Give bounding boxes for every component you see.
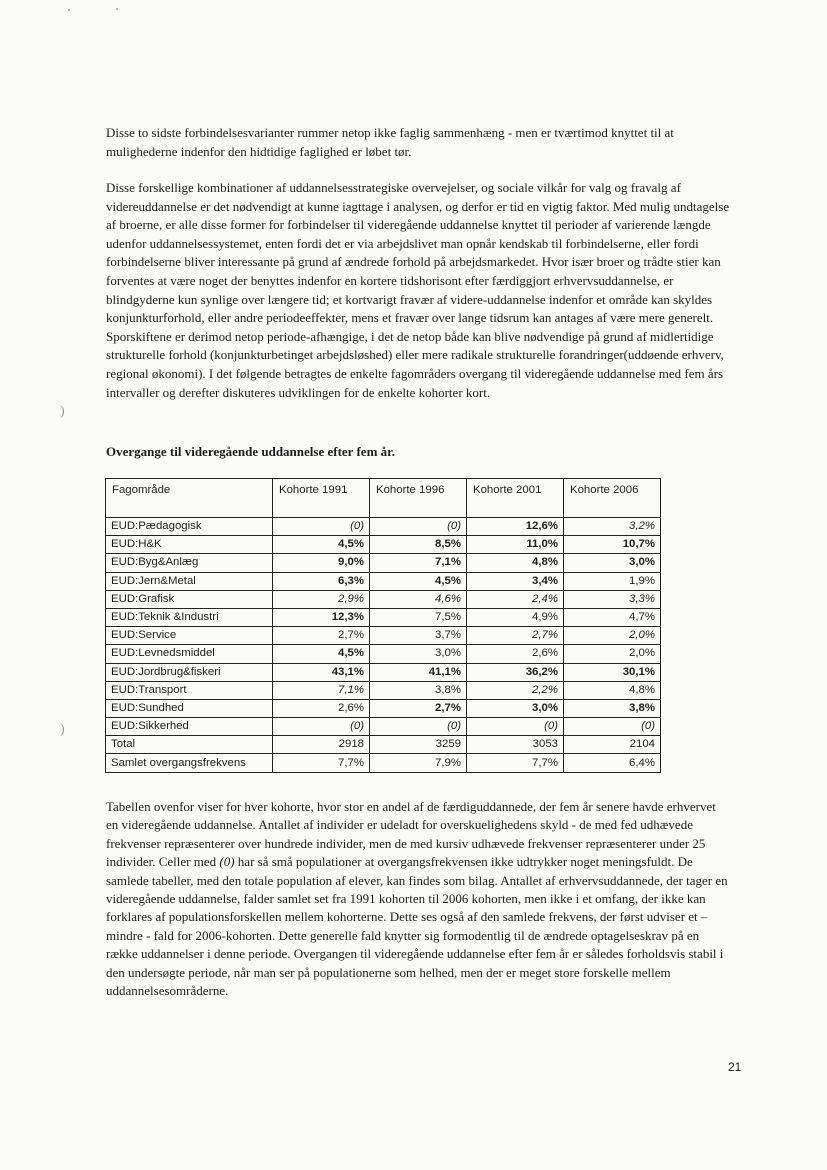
table-cell: 4,8%	[564, 681, 661, 699]
table-cell: (0)	[467, 718, 564, 736]
table-cell: 2,6%	[467, 645, 564, 663]
table-cell: 2,7%	[370, 699, 467, 717]
table-cell: 7,1%	[370, 554, 467, 572]
table-row	[106, 663, 661, 681]
table-cell: 7,7%	[467, 754, 564, 772]
table-cell: 3,0%	[564, 554, 661, 572]
table-cell: 1,9%	[564, 572, 661, 590]
table-row	[106, 518, 661, 536]
paragraph-text: har så små populationer at overgangsfrekvensen ikke udtrykker noget meningsfuldt. De samlede tabeller, med den totale population af elever, kan findes som bilag. Antallet af erhvervsuddannede, der tager en videregående uddannelse, falder samlet set fra 1991 kohorten til 2006 kohorten, men ikke i et omfang, der ikke kan forklares af populationsforskellen mellem kohorterne. Dette ses også af den samlede frekvens, der først udviser et – mindre - fald for 2006-kohorten. Dette generelle fald knytter sig formodentlig til de ændrede optagelseskrav på en række uddannelser i denne periode. Overgangen til videregående uddannelse efter fem år er således forholdsvis stabil i den undersøgte periode, når man ser på populationerne som helhed, men der er meget store forskelle mellem uddannelsesområderne.	[106, 854, 728, 999]
table-row	[106, 572, 661, 590]
table-cell: 4,5%	[273, 536, 370, 554]
table-cell: 7,5%	[370, 608, 467, 626]
table-row	[106, 608, 661, 626]
table-cell: 3,2%	[564, 518, 661, 536]
table-cell: (0)	[273, 518, 370, 536]
table-cell: 4,9%	[467, 608, 564, 626]
table-cell: 4,6%	[370, 590, 467, 608]
table-cell: 3,0%	[370, 645, 467, 663]
row-label: EUD:Service	[106, 627, 273, 645]
table-cell: 4,5%	[370, 572, 467, 590]
table-cell: 6,3%	[273, 572, 370, 590]
table-cell: 43,1%	[273, 663, 370, 681]
table-cell: 3,3%	[564, 590, 661, 608]
table-cell: 2,7%	[467, 627, 564, 645]
table-cell: (0)	[564, 718, 661, 736]
italic-zero-marker: (0)	[219, 854, 235, 870]
table-cell: 2,2%	[467, 681, 564, 699]
scan-speck	[68, 9, 70, 11]
row-label: EUD:Teknik &Industri	[106, 608, 273, 626]
margin-mark: )	[60, 404, 65, 419]
table-cell: 4,5%	[273, 645, 370, 663]
table-cell: 6,4%	[564, 754, 661, 772]
header-kohorte-1996: Kohorte 1996	[370, 479, 467, 518]
scan-speck	[116, 8, 118, 10]
header-kohorte-1991: Kohorte 1991	[273, 479, 370, 518]
table-cell: 3,4%	[467, 572, 564, 590]
header-kohorte-2001: Kohorte 2001	[467, 479, 564, 518]
margin-mark: )	[60, 722, 65, 737]
table-row	[106, 627, 661, 645]
row-label: EUD:Levnedsmiddel	[106, 645, 273, 663]
paragraph-text: Tabellen ovenfor viser for hver kohorte, hvor stor en andel af de færdiguddannede, der fem år senere havde erhvervet en videregående uddannelse. Antallet af individer er udeladt for overskuelighedens skyld - de med fed udhævede frekvenser repræsenterer over hundrede individer, men de med kursiv udhævede frekvenser repræsenterer under 25 individer. Celler med	[106, 799, 716, 870]
table-cell: 8,5%	[370, 536, 467, 554]
table-cell: 7,1%	[273, 681, 370, 699]
table-cell: 7,9%	[370, 754, 467, 772]
table-cell: 3,8%	[564, 699, 661, 717]
table-cell: 2,4%	[467, 590, 564, 608]
transition-table	[105, 478, 661, 773]
row-label: EUD:Transport	[106, 681, 273, 699]
table-header-row	[106, 479, 661, 518]
table-cell: 2,0%	[564, 645, 661, 663]
table-cell: 30,1%	[564, 663, 661, 681]
row-label: EUD:Sikkerhed	[106, 718, 273, 736]
table-row	[106, 645, 661, 663]
table-heading: Overgange til videregående uddannelse efter fem år.	[106, 444, 395, 459]
row-label: EUD:H&K	[106, 536, 273, 554]
page-number: 21	[728, 1060, 742, 1074]
table-cell: (0)	[370, 718, 467, 736]
table-cell: 2918	[273, 736, 370, 754]
table-cell: 2,9%	[273, 590, 370, 608]
header-kohorte-2006: Kohorte 2006	[564, 479, 661, 518]
table-cell: 7,7%	[273, 754, 370, 772]
table-cell: 36,2%	[467, 663, 564, 681]
table-body	[106, 518, 661, 773]
paragraph-table-discussion	[106, 798, 731, 1000]
paragraph-analysis: Disse forskellige kombinationer af uddannelsesstrategiske overvejelser, og sociale vilkår for valg og fravalg af videreuddannelse er det nødvendigt at kunne iagttage i analysen, og derfor er tid en vigtig faktor. Med mulig undtagelse af broerne, er alle disse former for forbindelser til videregående uddannelse knyttet til perioder af varierende længde udenfor uddannelsessystemet, enten fordi det er via arbejdslivet man opnår kendskab til forbindelserne, eller fordi forbindelserne bliver interessante på grund af ændrede forhold på arbejdsmarkedet. Hvor især broer og trådte stier kan forventes at være noget der benyttes indenfor en kortere tidshorisont efter færdiggjort erhvervsuddannelse, er blindgyderne kun synlige over længere tid; et kortvarigt fravær af videre-uddannelse indenfor et område kan skyldes konjunkturforhold, eller andre periodeeffekter, mens et fravær over lange tidsrum kan antages af være mere generelt. Sporskiftene er derimod netop periode-afhængige, i det de netop både kan blive nødvendige på grund af midlertidige strukturelle forhold (konjunkturbetinget arbejdsløshed) eller mere radikale strukturelle forandringer(uddøende erhverv, regional økonomi). I det følgende betragtes de enkelte fagområders overgang til videregående uddannelse med fem års intervaller og derefter diskuteres udviklingen for de enkelte kohorter kort.	[106, 180, 730, 400]
row-label: EUD:Pædagogisk	[106, 518, 273, 536]
table-cell: 2,7%	[273, 627, 370, 645]
table-cell: 2,6%	[273, 699, 370, 717]
row-label: EUD:Sundhed	[106, 699, 273, 717]
table-row	[106, 736, 661, 754]
row-label: EUD:Byg&Anlæg	[106, 554, 273, 572]
table-cell: 2,0%	[564, 627, 661, 645]
table-cell: 11,0%	[467, 536, 564, 554]
table-row	[106, 754, 661, 772]
table-row	[106, 536, 661, 554]
table-cell: 2104	[564, 736, 661, 754]
table-cell: 4,7%	[564, 608, 661, 626]
header-fagomraade: Fagområde	[106, 479, 273, 518]
table-cell: 12,3%	[273, 608, 370, 626]
table-cell: 3259	[370, 736, 467, 754]
row-label: Total	[106, 736, 273, 754]
paragraph-intro: Disse to sidste forbindelsesvarianter rummer netop ikke faglig sammenhæng - men er tværtimod knyttet til at mulighederne indenfor den hidtidige faglighed er løbet tør.	[106, 125, 674, 159]
table-cell: 3,0%	[467, 699, 564, 717]
row-label: EUD:Jern&Metal	[106, 572, 273, 590]
table-cell: 3,8%	[370, 681, 467, 699]
table-cell: 4,8%	[467, 554, 564, 572]
table-cell: (0)	[370, 518, 467, 536]
row-label: Samlet overgangsfrekvens	[106, 754, 273, 772]
table-cell: 41,1%	[370, 663, 467, 681]
table-row	[106, 590, 661, 608]
table-row	[106, 718, 661, 736]
table-cell: 9,0%	[273, 554, 370, 572]
row-label: EUD:Grafisk	[106, 590, 273, 608]
table-cell: 3,7%	[370, 627, 467, 645]
row-label: EUD:Jordbrug&fiskeri	[106, 663, 273, 681]
table-cell: 10,7%	[564, 536, 661, 554]
table-cell: (0)	[273, 718, 370, 736]
table-row	[106, 681, 661, 699]
table-row	[106, 699, 661, 717]
table-cell: 3053	[467, 736, 564, 754]
table-row	[106, 554, 661, 572]
table-cell: 12,6%	[467, 518, 564, 536]
